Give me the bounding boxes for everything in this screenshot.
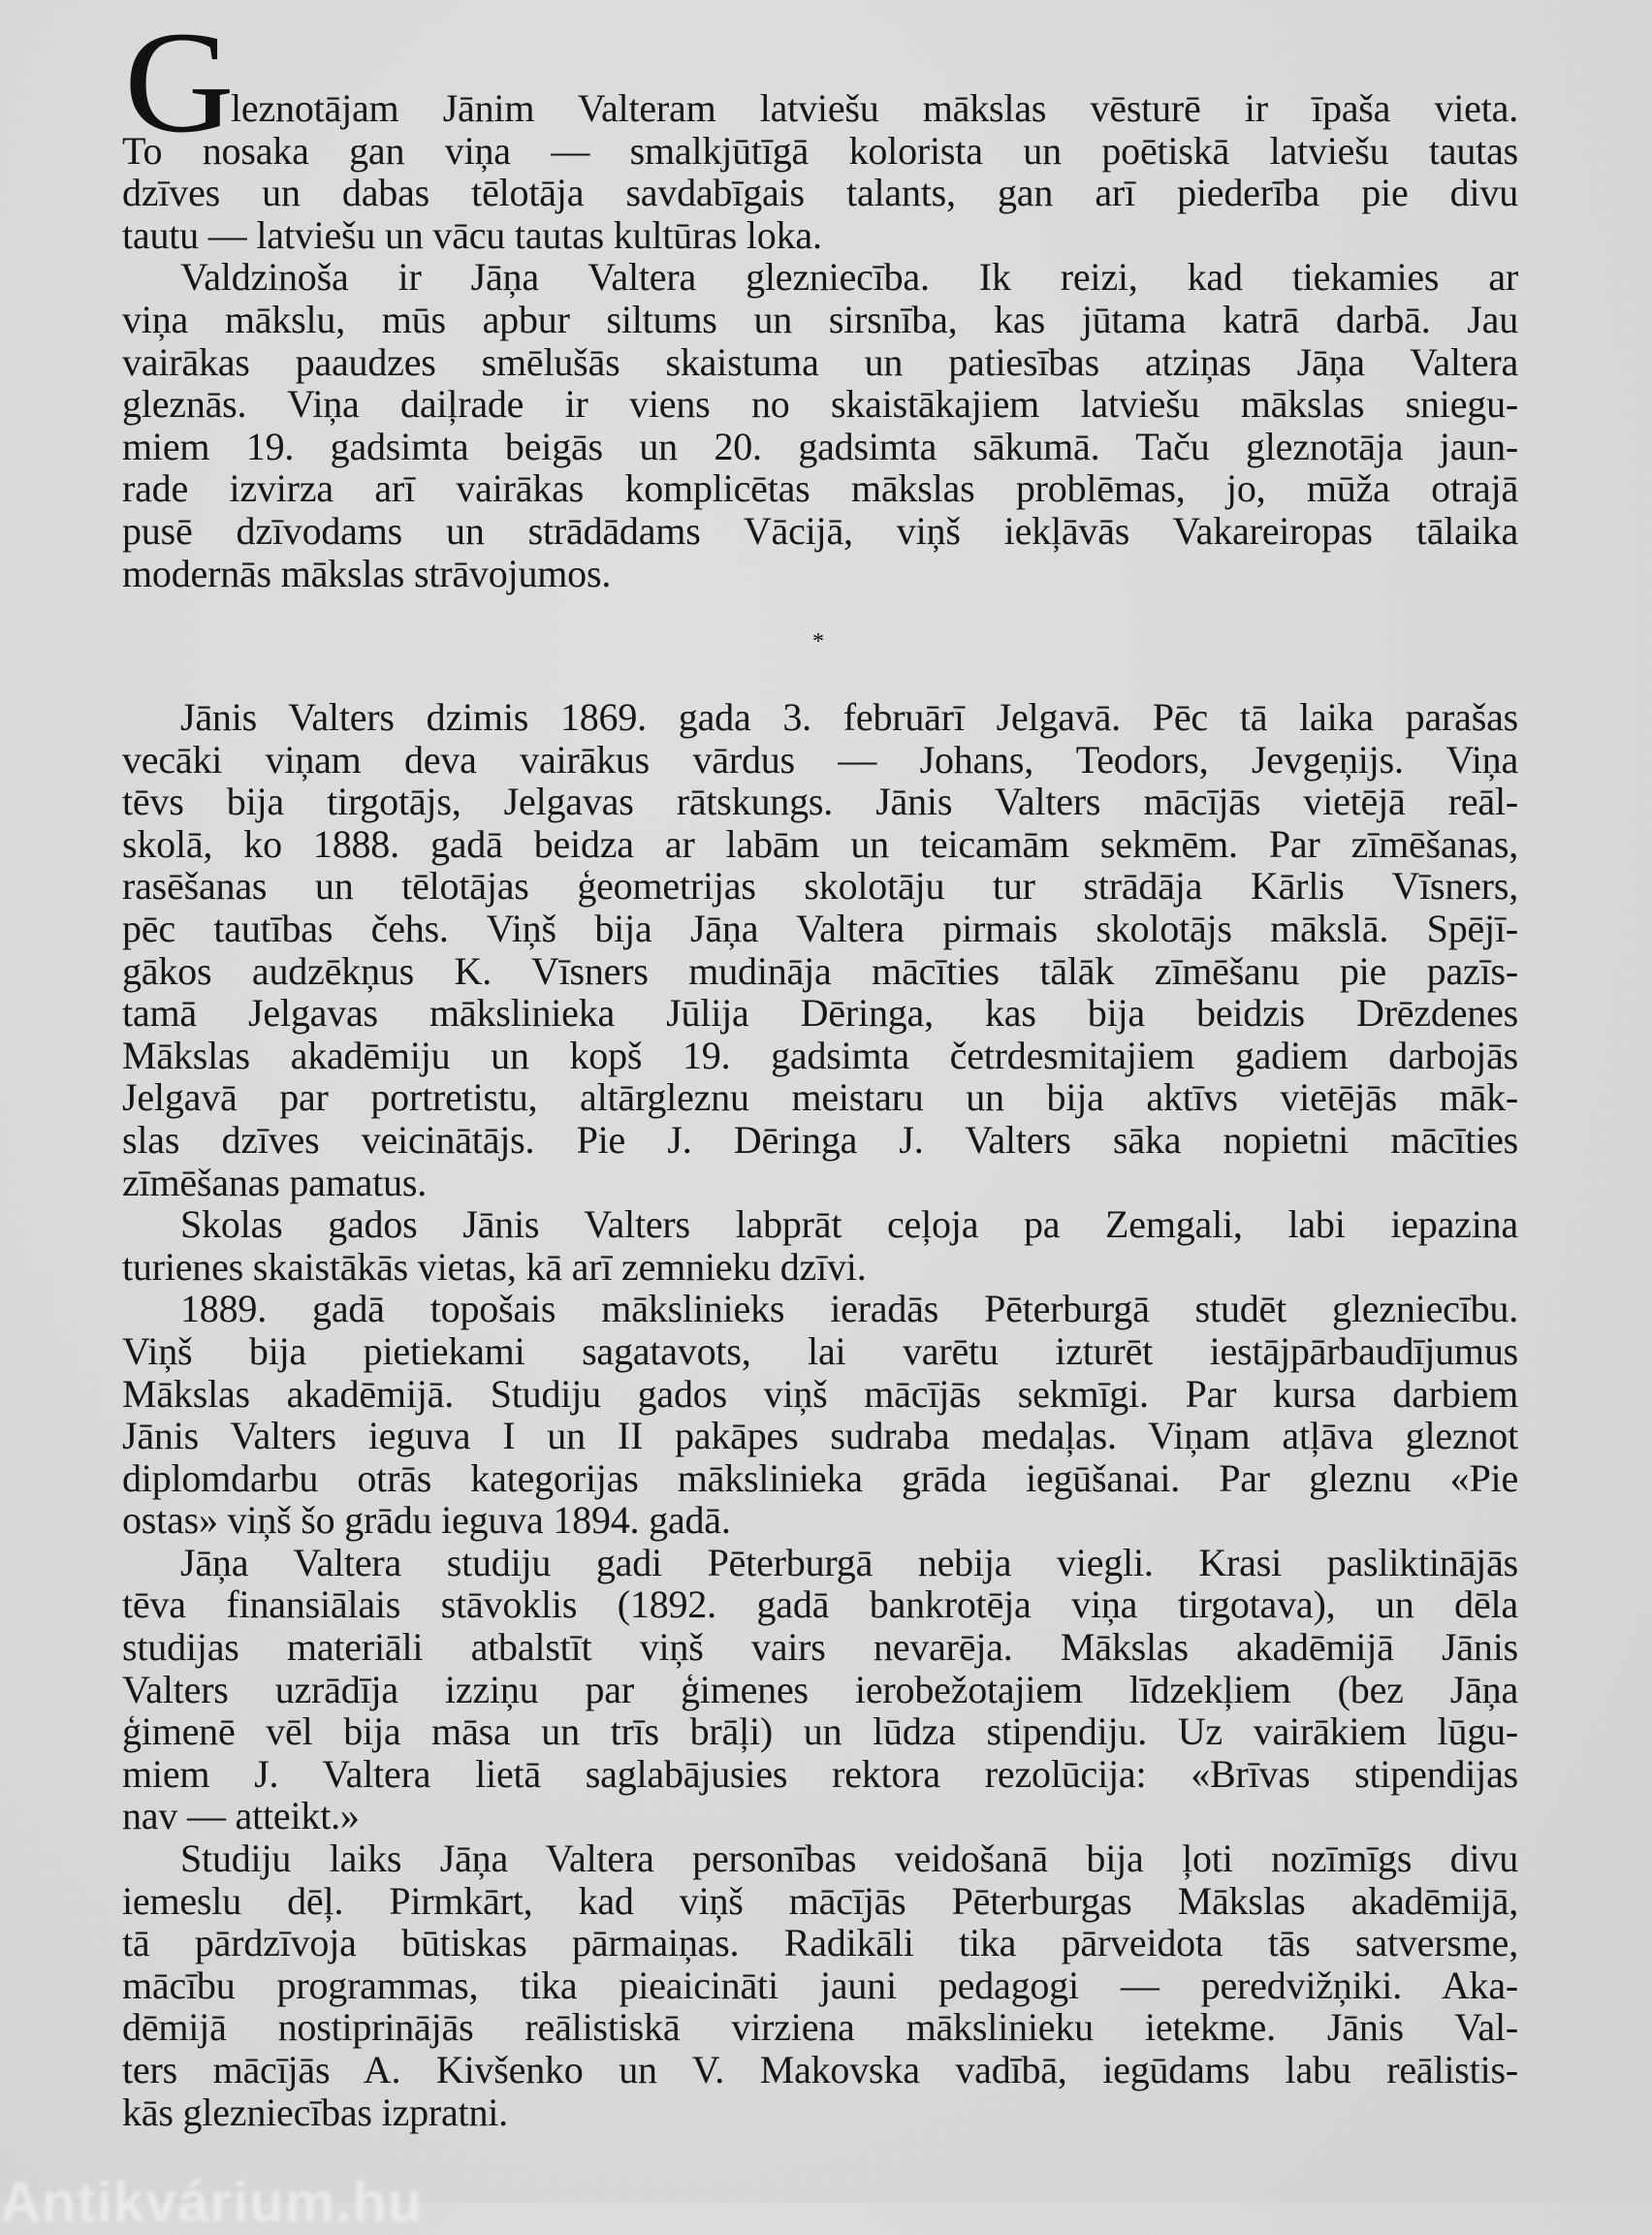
text-line <box>122 1246 1518 1289</box>
text-line-content: miem 19. gadsimta beigās un 20. gadsimta sākumā. Taču gleznotāja jaun- <box>122 424 1518 468</box>
text-line-content: gleznās. Viņa daiļrade ir viens no skaistākajiem latviešu mākslas sniegu- <box>122 382 1518 427</box>
text-line <box>122 1753 1518 1796</box>
text-line <box>122 865 1518 908</box>
text-line-content: Jelgavā par portretistu, altārgleznu meistaru un bija aktīvs vietējās māk- <box>122 1075 1518 1120</box>
text-line-content: Skolas gados Jānis Valters labprāt ceļoja pa Zemgali, labi iepazina <box>180 1202 1518 1247</box>
text-line <box>122 1035 1518 1077</box>
text-line-content: rasēšanas un tēlotājas ģeometrijas skolotāju tur strādāja Kārlis Vīsners, <box>122 864 1518 909</box>
text-line-content: studijas materiāli atbalstīt viņš vairs nevarēja. Mākslas akadēmijā Jānis <box>122 1625 1518 1670</box>
text-line <box>122 1626 1518 1669</box>
text-line <box>122 2006 1518 2049</box>
text-line <box>122 341 1518 384</box>
text-line <box>122 510 1518 553</box>
text-line-content: iemeslu dēļ. Pirmkārt, kad viņš mācījās Pēterburgas Mākslas akadēmijā, <box>122 1878 1518 1923</box>
text-line-content: To nosaka gan viņa — smalkjūtīgā kolorista un poētiskā latviešu tautas <box>122 128 1518 173</box>
paragraph <box>122 1837 1518 2133</box>
drop-cap: G <box>124 2 235 163</box>
text-line <box>122 1415 1518 1457</box>
text-line-content: vairākas paaudzes smēlušās skaistuma un patiesības atziņas Jāņa Valtera <box>122 339 1518 384</box>
text-line <box>122 696 1518 739</box>
paragraph <box>122 696 1518 1203</box>
text-line-content: Studiju laiks Jāņa Valtera personības veidošanā bija ļoti nozīmīgs divu <box>180 1836 1518 1881</box>
text-line <box>122 2049 1518 2091</box>
section-divider-asterisk: * <box>812 629 824 655</box>
text-line <box>122 299 1518 341</box>
text-line-content: 1889. gadā topošais mākslinieks ieradās Pēterburgā studēt glezniecību. <box>180 1287 1518 1331</box>
text-line-content: Jānis Valters dzimis 1869. gada 3. februārī Jelgavā. Pēc tā laika parašas <box>180 695 1518 739</box>
text-line-content: skolā, ko 1888. gadā beidza ar labām un teicamām sekmēm. Par zīmēšanas, <box>122 821 1518 866</box>
text-line-content: vecāki viņam deva vairākus vārdus — Johans, Teodors, Jevgeņijs. Viņa <box>122 737 1518 782</box>
text-line <box>122 1457 1518 1500</box>
text-line-content: pusē dzīvodams un strādādams Vācijā, viņš iekļāvās Vakareiropas tālaika <box>122 508 1518 553</box>
text-line <box>122 1203 1518 1246</box>
text-line <box>122 1710 1518 1753</box>
text-line-content: nav — atteikt.» <box>122 1794 360 1838</box>
text-line <box>122 383 1518 426</box>
text-line <box>122 1162 1518 1204</box>
text-line-content: tā pārdzīvoja būtiskas pārmaiņas. Radikāli tika pārveidota tās satversme, <box>122 1921 1518 1965</box>
text-line-content: ģimenē vēl bija māsa un trīs brāļi) un lūdza stipendiju. Uz vairākiem lūgu- <box>122 1709 1518 1754</box>
text-line-content: leznotājam Jānim Valteram latviešu mākslas vēsturē ir īpaša vieta. <box>231 86 1518 130</box>
text-line-content: Valters uzrādīja izziņu par ģimenes ierobežotajiem līdzekļiem (bez Jāņa <box>122 1667 1518 1711</box>
paragraph <box>122 1542 1518 1837</box>
text-line <box>122 1922 1518 1964</box>
text-line-content: tēvs bija tirgotājs, Jelgavas rātskungs. Jānis Valters mācījās vietējā reāl- <box>122 780 1518 824</box>
text-line-content: tēva finansiālais stāvoklis (1892. gadā bankrotēja viņa tirgotava), un dēla <box>122 1582 1518 1627</box>
text-line <box>122 1583 1518 1626</box>
text-line-content: kās glezniecības izpratni. <box>122 2090 508 2134</box>
text-line-content: diplomdarbu otrās kategorijas mākslinieka grāda iegūšanai. Par gleznu «Pie <box>122 1455 1518 1500</box>
text-line <box>122 130 1518 173</box>
text-line-content: turienes skaistākās vietas, kā arī zemnieku dzīvi. <box>122 1244 867 1289</box>
paragraph <box>122 1203 1518 1288</box>
text-line-content: slas dzīves veicinātājs. Pie J. Dēringa J. Valters sāka nopietni mācīties <box>122 1117 1518 1162</box>
text-line <box>122 553 1518 595</box>
text-line <box>122 1373 1518 1416</box>
text-line <box>122 1542 1518 1584</box>
text-line <box>122 1119 1518 1162</box>
text-line <box>122 781 1518 823</box>
text-line <box>122 950 1518 993</box>
paragraph <box>122 87 1518 256</box>
text-line-content: dēmijā nostiprinājās reālistiskā virziena mākslinieku ietekme. Jānis Val- <box>122 2005 1518 2050</box>
text-line-content: miem J. Valtera lietā saglabājusies rektora rezolūcija: «Brīvas stipendijas <box>122 1751 1518 1796</box>
text-line-content: tamā Jelgavas mākslinieka Jūlija Dēringa, kas bija beidzis Drēzdenes <box>122 991 1518 1036</box>
text-line <box>122 1499 1518 1542</box>
text-line <box>122 908 1518 950</box>
text-line-content: modernās mākslas strāvojumos. <box>122 551 612 595</box>
text-line-content: ters mācījās A. Kivšenko un V. Makovska vadībā, iegūdams labu reālistis- <box>122 2048 1518 2091</box>
intro-section <box>122 87 1518 594</box>
text-line <box>122 1964 1518 2007</box>
watermark: Antikvárium.hu <box>0 2171 424 2234</box>
text-line-content: gākos audzēkņus K. Vīsners mudināja mācīties tālāk zīmēšanu pie pazīs- <box>122 948 1518 993</box>
text-line <box>122 1837 1518 1880</box>
text-line-content: mācību programmas, tika pieaicināti jauni pedagogi — peredvižņiki. Aka- <box>122 1963 1518 2007</box>
text-line-content: Jānis Valters ieguva I un II pakāpes sudraba medaļas. Viņam atļāva gleznot <box>122 1414 1518 1458</box>
text-line <box>122 739 1518 782</box>
text-line <box>122 87 1518 130</box>
text-line-content: rade izvirza arī vairākas komplicētas mākslas problēmas, jo, mūža otrajā <box>122 466 1518 511</box>
biography-section <box>122 696 1518 2133</box>
text-line <box>122 2091 1518 2134</box>
text-line-content: Jāņa Valtera studiju gadi Pēterburgā nebija viegli. Krasi pasliktinājās <box>180 1540 1518 1584</box>
text-line <box>122 256 1518 299</box>
text-line <box>122 1076 1518 1119</box>
text-line-content: Valdzinoša ir Jāņa Valtera glezniecība. Ik reizi, kad tiekamies ar <box>180 255 1518 300</box>
text-line <box>122 992 1518 1035</box>
text-line-content: Mākslas akadēmiju un kopš 19. gadsimta četrdesmitajiem gadiem darbojās <box>122 1033 1518 1077</box>
text-line <box>122 1880 1518 1923</box>
text-line-content: tautu — latviešu un vācu tautas kultūras loka. <box>122 212 822 257</box>
text-line <box>122 172 1518 214</box>
text-line <box>122 214 1518 257</box>
text-line-content: zīmēšanas pamatus. <box>122 1160 428 1204</box>
text-line <box>122 467 1518 510</box>
text-line-content: Viņš bija pietiekami sagatavots, lai varētu izturēt iestājpārbaudījumus <box>122 1328 1518 1373</box>
text-line-content: ostas» viņš šo grādu ieguva 1894. gadā. <box>122 1498 731 1543</box>
text-line <box>122 426 1518 468</box>
text-line-content: viņa mākslu, mūs apbur siltums un sirsnība, kas jūtama katrā darbā. Jau <box>122 297 1518 341</box>
text-line-content: dzīves un dabas tēlotāja savdabīgais talants, gan arī piederība pie divu <box>122 171 1518 215</box>
text-line <box>122 1795 1518 1837</box>
paragraph <box>122 1288 1518 1542</box>
paragraph <box>122 256 1518 594</box>
text-line-content: pēc tautības čehs. Viņš bija Jāņa Valtera pirmais skolotājs mākslā. Spējī- <box>122 906 1518 950</box>
text-line-content: Mākslas akadēmijā. Studiju gados viņš mācījās sekmīgi. Par kursa darbiem <box>122 1371 1518 1416</box>
text-line <box>122 1330 1518 1373</box>
text-line <box>122 1669 1518 1711</box>
text-line <box>122 1288 1518 1330</box>
text-line <box>122 823 1518 866</box>
